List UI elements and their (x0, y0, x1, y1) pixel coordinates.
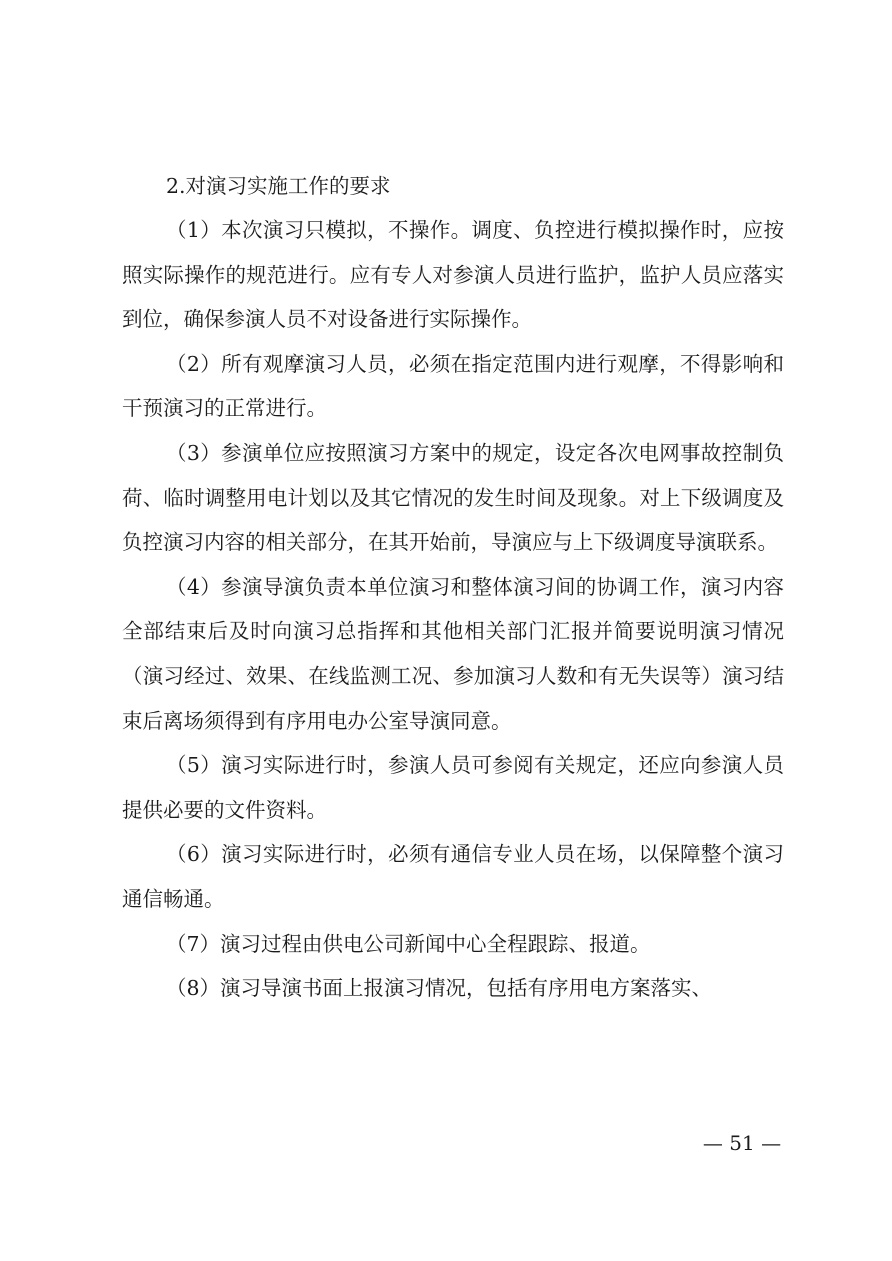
paragraph-7: （7）演习过程由供电公司新闻中心全程跟踪、报道。 (166, 931, 651, 956)
paragraph-1: （1）本次演习只模拟，不操作。调度、负控进行模拟操作时，应按照实际操作的规范进行。应有专人对参演人员进行监护，监护人员应落实到位，确保参演人员不对设备进行实际操作。 (122, 218, 784, 332)
paragraph-5: （5）演习实际进行时，参演人员可参阅有关规定，还应向参演人员提供必要的文件资料。 (122, 753, 784, 822)
page-body (122, 164, 784, 1011)
paragraph-8: （8）演习导演书面上报演习情况，包括有序用电方案落实、 (166, 976, 713, 1001)
paragraph-3: （3）参演单位应按照演习方案中的规定，设定各次电网事故控制负荷、临时调整用电计划以及其它情况的发生时间及现象。对上下级调度及负控演习内容的相关部分，在其开始前，导演应与上下级调度导演联系。 (122, 440, 784, 555)
paragraph-6: （6）演习实际进行时，必须有通信专业人员在场，以保障整个演习通信畅通。 (122, 842, 784, 911)
section-heading: 2.对演习实施工作的要求 (166, 174, 391, 198)
paragraph-2: （2）所有观摩演习人员，必须在指定范围内进行观摩，不得影响和干预演习的正常进行。 (122, 351, 784, 421)
paragraph-4: （4）参演导演负责本单位演习和整体演习间的协调工作，演习内容全部结束后及时向演习总指挥和其他相关部门汇报并简要说明演习情况（演习经过、效果、在线监测工况、参加演习人数和有无失误等）演习结束后离场须得到有序用电办公室导演同意。 (122, 574, 784, 733)
page-number: — 51 — (702, 1131, 782, 1155)
